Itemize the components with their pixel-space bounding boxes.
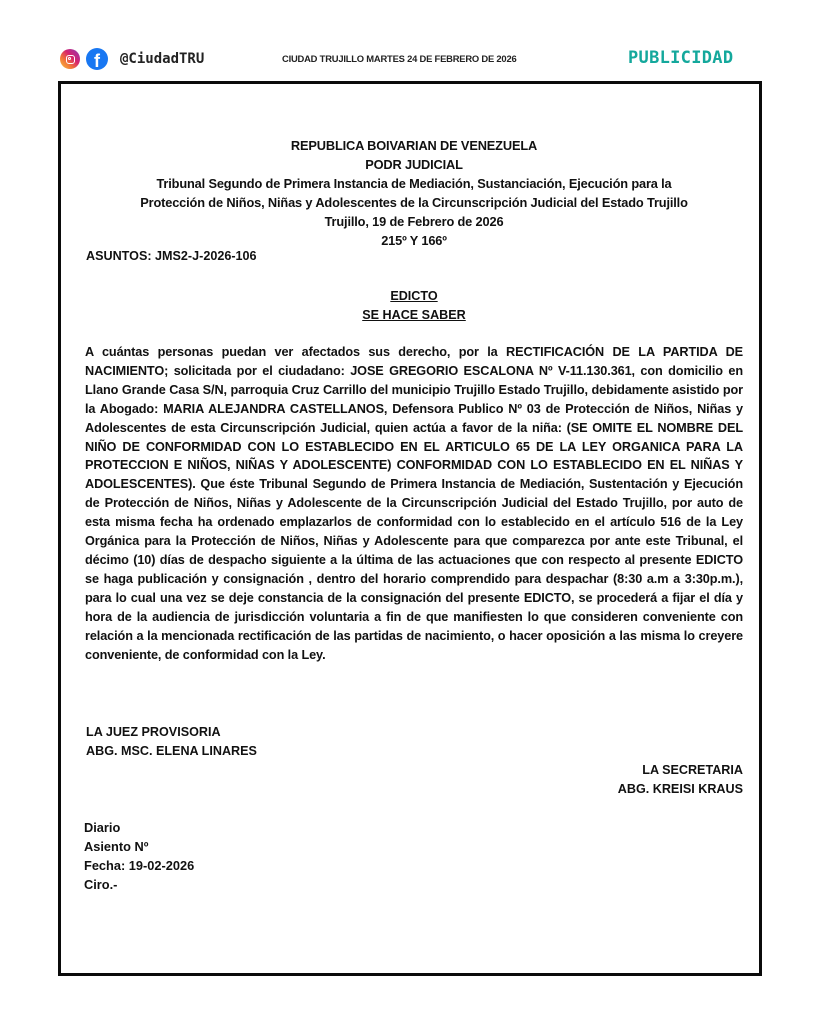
heading-line: Protección de Niños, Niñas y Adolescentes de la Circunscripción Judicial del Estado Trujillo (140, 195, 688, 211)
dateline: CIUDAD TRUJILLO MARTES 24 DE FEBRERO DE 2026 (282, 53, 517, 64)
notice-subtitle: SE HACE SABER (362, 308, 466, 322)
publication-details (84, 818, 194, 894)
footer-line: Asiento Nº (84, 839, 149, 855)
notice-title-block (84, 287, 744, 325)
footer-line: Fecha: 19-02-2026 (84, 858, 195, 874)
heading-line: Tribunal Segundo de Primera Instancia de Mediación, Sustanciación, Ejecución para la (156, 176, 672, 192)
footer-line: Ciro.- (84, 877, 118, 893)
social-links (60, 48, 204, 70)
judge-signature (86, 723, 257, 761)
judge-name: ABG. MSC. ELENA LINARES (86, 744, 257, 758)
heading-line: Trujillo, 19 de Febrero de 2026 (324, 214, 504, 230)
footer-line: Diario (84, 820, 121, 835)
facebook-icon[interactable]: f (86, 48, 108, 70)
heading-line: 215º Y 166º (381, 233, 447, 249)
newspaper-header (0, 44, 819, 76)
notice-body: A cuántas personas puedan ver afectados sus derecho, por la RECTIFICACIÓN DE LA PARTIDA DE NACIMIENTO; solicitada por el ciudadano: JOSE GREGORIO ESCALONA Nº V-11.130.361, con domicilio en Llano Grande Casa S/N, parroquia Cruz Carrillo del municipio Trujillo Estado Trujillo, debidamente asistido por la Abogado: MARIA ALEJANDRA CASTELLANOS, Defensora Publico Nº 03 de Protección de Niños, Niñas y Adolescentes de esta Circunscripción Judicial, quien actúa a favor de la niña: (SE OMITE EL NOMBRE DEL NIÑO DE CONFORMIDAD CON LO ESTABLECIDO EN EL ARTICULO 65 DE LA LEY ORGANICA PARA LA PROTECCION E NIÑOS, NIÑAS Y ADOLESCENTE) CONFORMIDAD CON LO ESTABLECIDO EN EL NIÑAS Y ADOLESCENTES). Que éste Tribunal Segundo de Primera Instancia de Mediación, Sustentación y Ejecución de Protección de Niños, Niñas y Adolescente de la Circunscripción Judicial del Estado Trujillo, por auto de esta misma fecha ha ordenado emplazarlos de conformidad con lo establecido en el artículo 516 de la Ley Orgánica para la Protección de Niños, Niñas y Adolescente para que comparezca por ante este Tribunal, el décimo (10) días de despacho siguiente a la última de las actuaciones que con respecto al presente EDICTO se haga publicación y consignación , dentro del horario comprendido para despachar (8:30 a.m a 3:30p.m.), para lo cual una vez se deje constancia de la consignación del presente EDICTO, se procederá a fijar el día y hora de la audiencia de jurisdicción voluntaria a fin de que manifiesten lo que consideren conveniente con relación a la mencionada rectificación de las partidas de nacimiento, o hacer oposición a las misma lo creyere conveniente, de conformidad con la Ley. (85, 345, 743, 662)
judge-title: LA JUEZ PROVISORIA (86, 725, 221, 739)
secretary-title: LA SECRETARIA (642, 763, 743, 777)
document-heading (84, 136, 744, 251)
heading-line: PODR JUDICIAL (365, 157, 463, 173)
case-number: ASUNTOS: JMS2-J-2026-106 (86, 249, 257, 263)
notice-title: EDICTO (390, 289, 438, 303)
secretary-name: ABG. KREISI KRAUS (617, 782, 743, 796)
heading-line: REPUBLICA BOIVARIAN DE VENEZUELA (290, 138, 538, 153)
secretary-signature (618, 761, 743, 799)
social-handle: @CiudadTRU (120, 51, 205, 67)
section-label: PUBLICIDAD (628, 48, 734, 68)
instagram-icon[interactable] (60, 49, 80, 69)
